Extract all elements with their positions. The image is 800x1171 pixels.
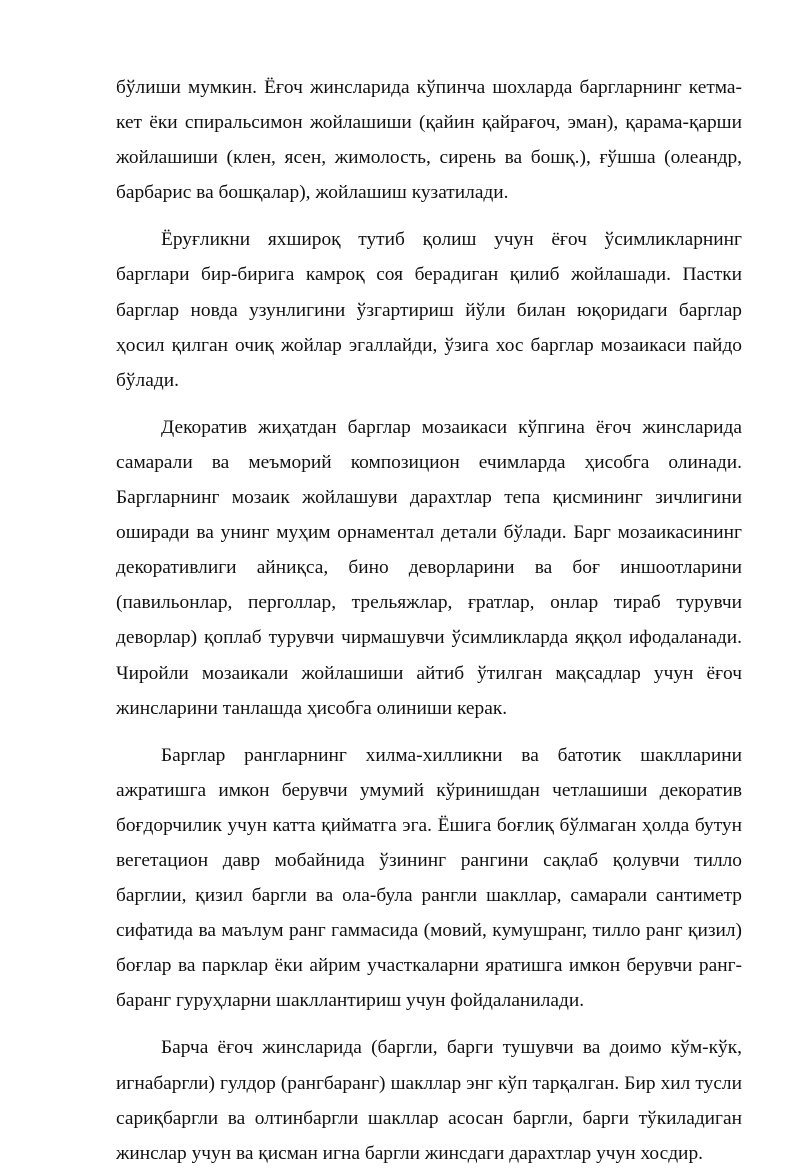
paragraph-1: бўлиши мумкин. Ёғоч жинсларида кўпинча шохларда баргларнинг кетма-кет ёки спиральсимон жойлашиши (қайин қайрағоч, эман), қарама-қарши жойлашиши (клен, ясен, жимолость, сирень ва бошқ.), ғўшша (олеандр, барбарис ва бошқалар), жойлашиш кузатилади. bbox=[116, 77, 742, 204]
paragraph-3: Декоратив жиҳатдан барглар мозаикаси кўпгина ёғоч жинсларида самарали ва меъморий композицион ечимларда ҳисобга олинади. Баргларнинг мозаик жойлашуви дарахтлар тепа қисмининг зичлигини оширади ва унинг муҳим орнаментал детали бўлади. Барг мозаикасининг декоративлиги айниқса, бино деворларини ва боғ иншоотларини (павильонлар, перголлар, трельяжлар, ғратлар, онлар тираб турувчи деворлар) қоплаб турувчи чирмашувчи ўсимликларда яққол ифодаланади. Чиройли мозаикали жойлашиши айтиб ўтилган мақсадлар учун ёғоч жинсларини танлашда ҳисобга олиниши керак. bbox=[116, 416, 742, 719]
paragraph-gap bbox=[116, 210, 742, 222]
document-body bbox=[116, 70, 742, 1171]
paragraph-5: Барча ёғоч жинсларида (баргли, барги тушувчи ва доимо кўм-кўк, игнабаргли) гулдор (рангбаранг) шакллар энг кўп тарқалган. Бир хил тусли сариқбаргли ва олтинбаргли шакллар асосан баргли, барги тўкиладиган жинслар учун ва қисман игна баргли жинсдаги дарахтлар учун хосдир. bbox=[116, 1037, 742, 1164]
paragraph-4: Барглар рангларнинг хилма-хилликни ва батотик шаклларини ажратишга имкон берувчи умумий кўринишдан четлашиши декоратив боғдорчилик учун катта қийматга эга. Ёшига боғлиқ бўлмаган ҳолда бутун вегетацион давр мобайнида ўзининг рангини сақлаб қолувчи тилло барглии, қизил баргли ва ола-була рангли шакллар, самарали сантиметр сифатида ва маълум ранг гаммасида (мовий, кумушранг, тилло ранг қизил) боғлар ва парклар ёки айрим участкаларни яратишга имкон берувчи ранг-баранг гуруҳларни шакллантириш учун фойдаланилади. bbox=[116, 744, 742, 1012]
paragraph-gap bbox=[116, 398, 742, 410]
paragraph-2: Ёруғликни яхшироқ тутиб қолиш учун ёғоч ўсимликларнинг барглари бир-бирига камроқ соя берадиган қилиб жойлашади. Пастки барглар новда узунлигини ўзгартириш йўли билан юқоридаги барглар ҳосил қилган очиқ жойлар эгаллайди, ўзига хос барглар мозаикаси пайдо бўлади. bbox=[116, 229, 742, 391]
paragraph-gap bbox=[116, 726, 742, 738]
paragraph-gap bbox=[116, 1018, 742, 1030]
